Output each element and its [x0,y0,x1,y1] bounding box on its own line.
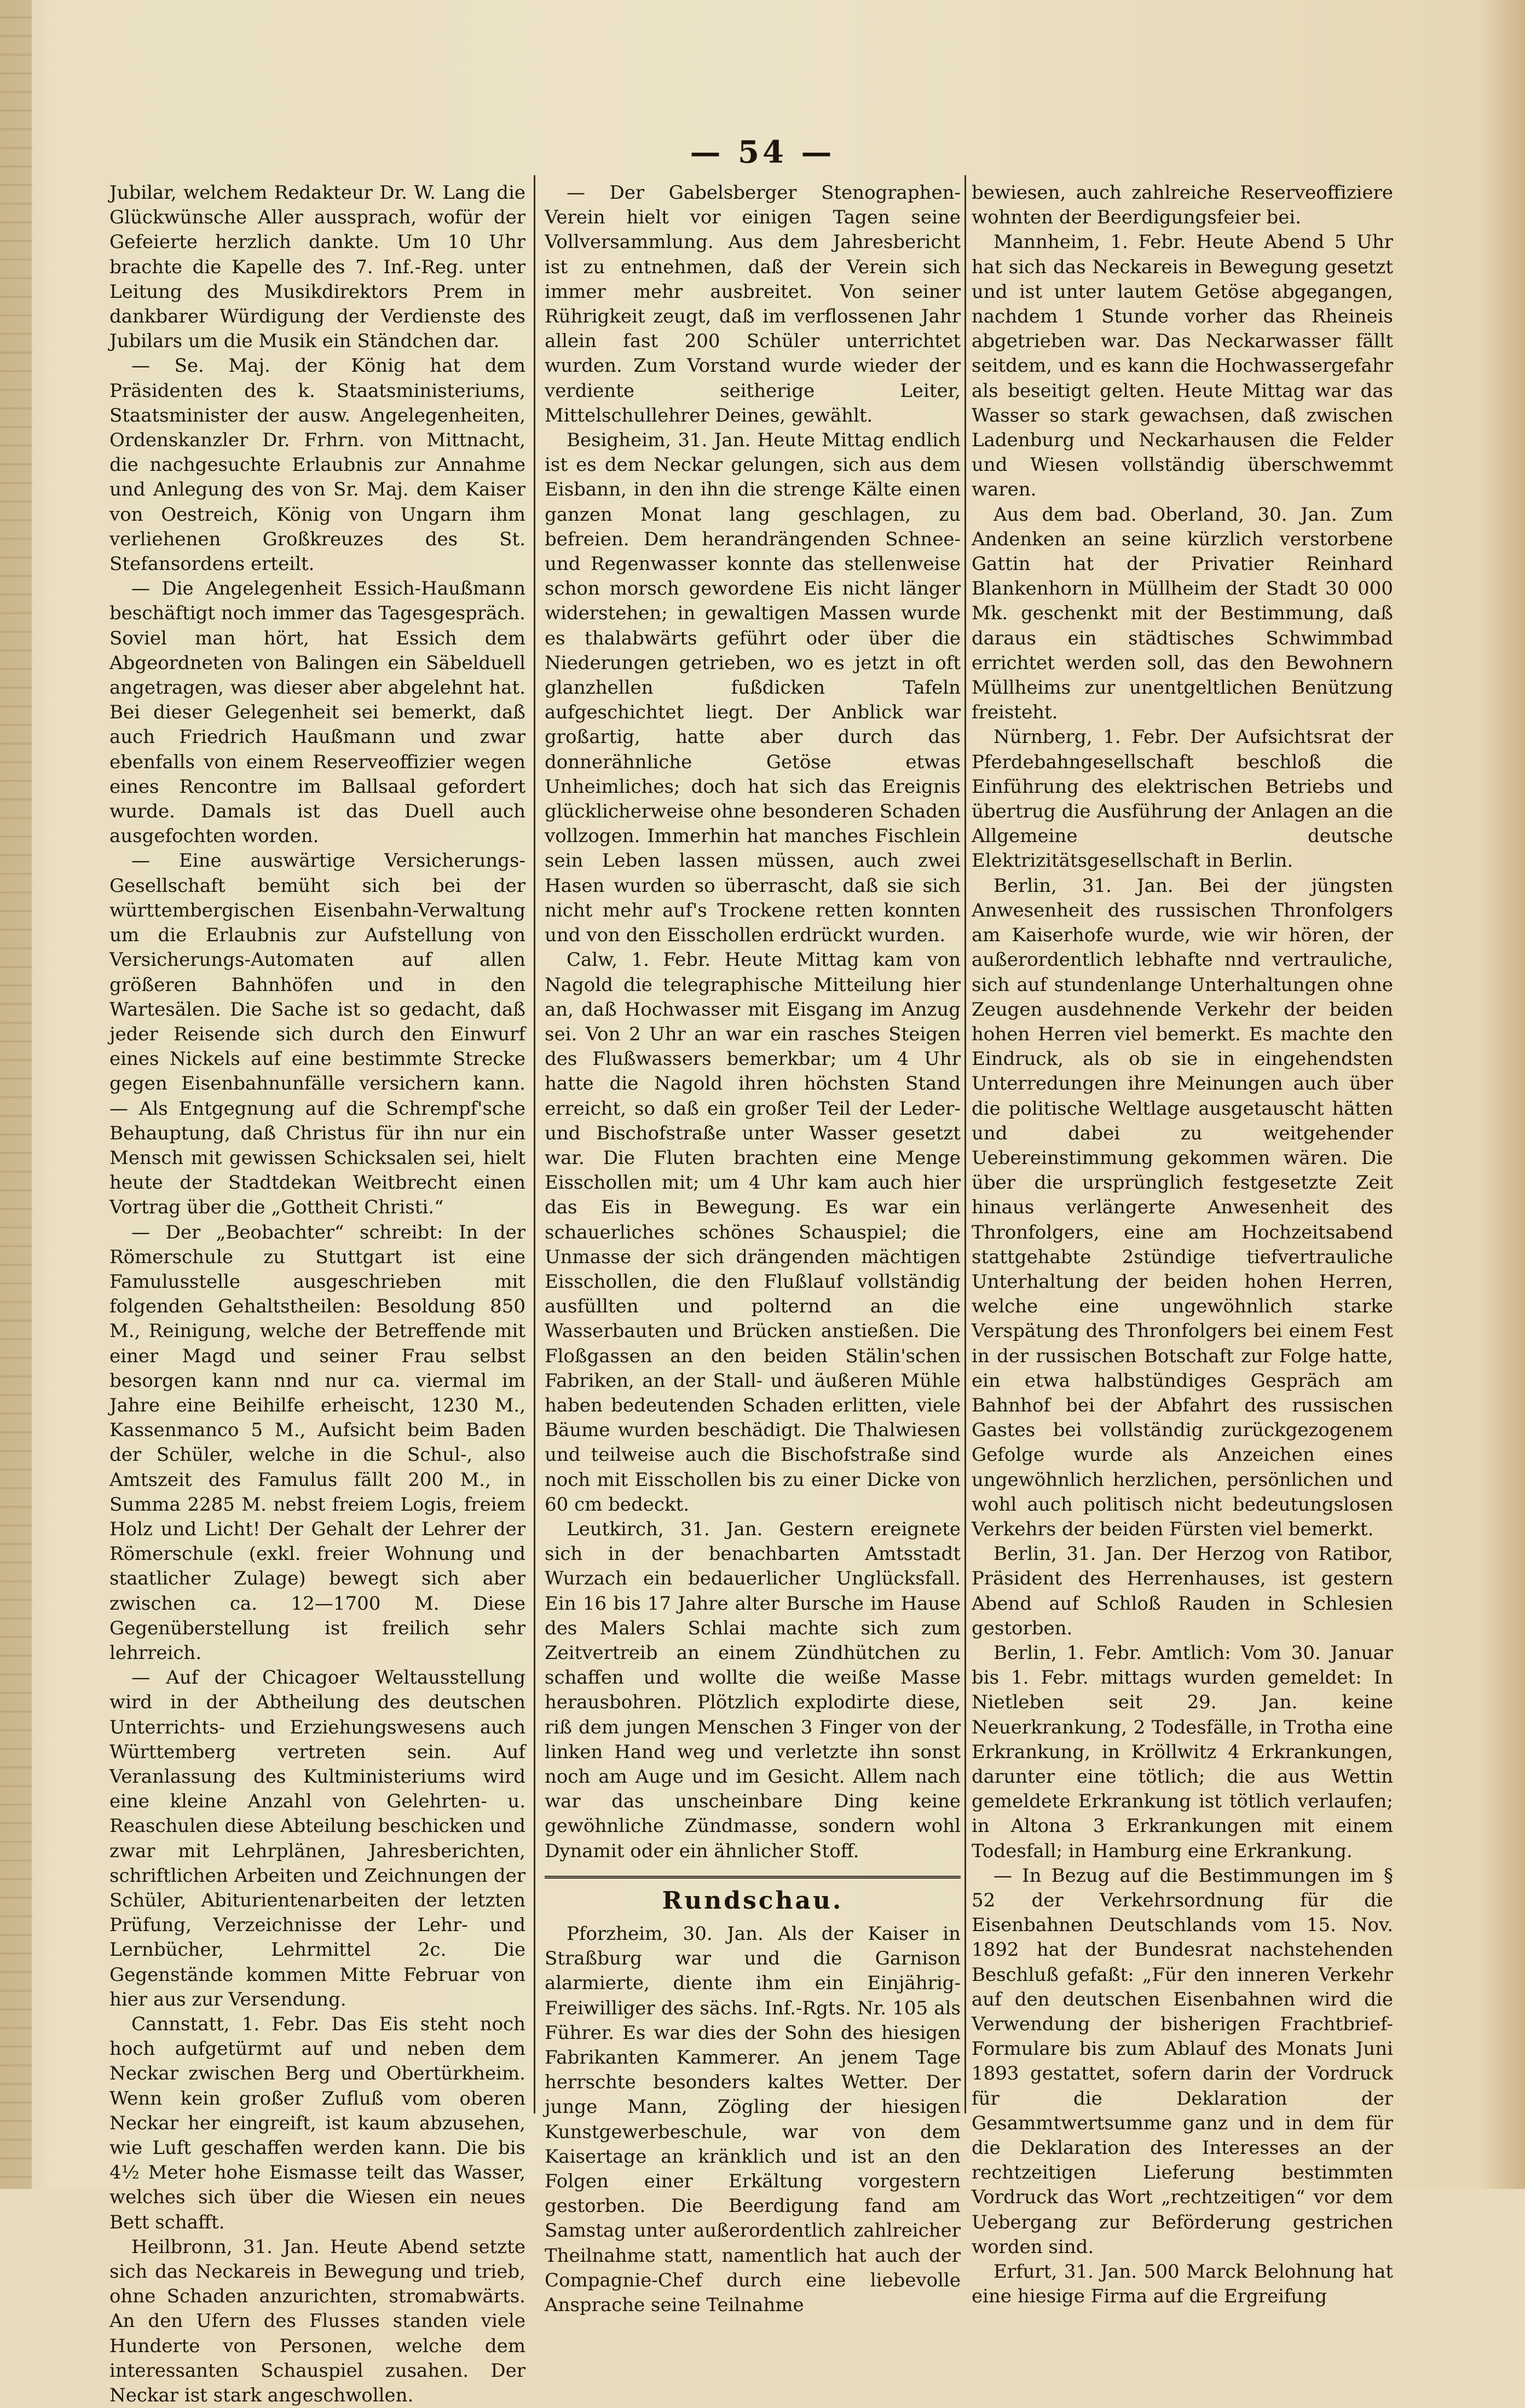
article-paragraph: — Auf der Chicagoer Weltausstellung wird in der Abtheilung des deutschen Unterrichts- und Erziehungswesens auch Württemberg vertreten sein. Auf Veranlassung des Kultministeriums wird eine kleine Anzahl von Gelehrten- u. Reaschulen diese Abteilung beschicken und zwar mit Lehrplänen, Jahresberichten, schriftlichen Arbeiten und Zeichnungen der Schüler, Abiturientenarbeiten der letzten Prüfung, Verzeichnisse der Lehr- und Lernbücher, Lehrmittel 2c. Die Gegenstände kommen Mitte Februar von hier aus zur Versendung. [109,1667,525,2010]
article-paragraph: Erfurt, 31. Jan. 500 Marck Belohnung hat eine hiesige Firma auf die Ergreifung [972,2261,1393,2308]
article-paragraph: — Der Gabelsberger Stenographen-Verein hielt vor einigen Tagen seine Vollversammlung. Aus dem Jahresbericht ist zu entnehmen, daß der Verein sich immer mehr ausbreitet. Von seiner Rührigkeit zeugt, daß im verflossenen Jahr allein fast 200 Schüler unterrichtet wurden. Zum Vorstand wurde wieder der verdiente seitherige Leiter, Mittelschullehrer Deines, gewählt. [545,182,961,427]
text-column-1 [109,181,525,2407]
article-paragraph: bewiesen, auch zahlreiche Reserveoffiziere wohnten der Beerdigungsfeier bei. [972,182,1393,229]
column-divider-1 [534,175,535,2113]
article-paragraph: Leutkirch, 31. Jan. Gestern ereignete sich in der benachbarten Amtsstadt Wurzach ein bedauerlicher Unglücksfall. Ein 16 bis 17 Jahre alter Bursche im Hause des Malers Schlai machte sich zum Zeitvertreib an einem Zündhütchen zu schaffen und wollte die weiße Masse herausbohren. Plötzlich explodirte diese, riß dem jungen Menschen 3 Finger von der linken Hand weg und verletzte ihn sonst noch am Auge und im Gesicht. Allem nach war das unscheinbare Ding keine gewöhnliche Zündmasse, sondern wohl Dynamit oder ein ähnlicher Stoff. [545,1518,961,1862]
article-paragraph: Calw, 1. Febr. Heute Mittag kam von Nagold die telegraphische Mitteilung hier an, daß Hochwasser mit Eisgang im Anzug sei. Von 2 Uhr an war ein rasches Steigen des Flußwassers bemerkbar; um 4 Uhr hatte die Nagold ihren höchsten Stand erreicht, so daß ein großer Teil der Leder- und Bischofstraße unter Wasser gesetzt war. Die Fluten brachten eine Menge Eisschollen mit; um 4 Uhr kam auch hier das Eis in Bewegung. Es war ein schauerliches schönes Schauspiel; die Unmasse der sich drängenden mächtigen Eisschollen, die den Flußlauf vollständig ausfüllten und polternd an die Wasserbauten und Brücken anstießen. Die Floßgassen an den beiden Stälin'schen Fabriken, an der Stall- und äußeren Mühle haben bedeutenden Schaden erlitten, viele Bäume wurden beschädigt. Die Thalwiesen und teilweise auch die Bischofstraße sind noch mit Eisschollen bis zu einer Dicke von 60 cm bedeckt. [545,949,961,1516]
column-divider-2 [964,175,966,2113]
page-binding-edge [0,0,32,2189]
article-paragraph: Pforzheim, 30. Jan. Als der Kaiser in Straßburg war und die Garnison alarmierte, diente ihm ein Einjährig-Freiwilliger des sächs. Inf.-Rgts. Nr. 105 als Führer. Es war dies der Sohn des hiesigen Fabrikanten Kammerer. An jenem Tage herrschte besonders kaltes Wetter. Der junge Mann, Zögling der hiesigen Kunstgewerbeschule, war von dem Kaisertage an kränklich und ist an den Folgen einer Erkältung vorgestern gestorben. Die Beerdigung fand am Samstag unter außerordentlich zahlreicher Theilnahme statt, namentlich hat auch der Compagnie-Chef durch eine liebevolle Ansprache seine Teilnahme [545,1923,961,2317]
section-divider [545,1876,961,1879]
article-paragraph: — Der „Beobachter“ schreibt: In der Römerschule zu Stuttgart ist eine Famulusstelle ausgeschrieben mit folgenden Gehaltstheilen: Besoldung 850 M., Reinigung, welche der Betreffende mit einer Magd und seiner Frau selbst besorgen kann nnd nur ca. viermal im Jahre eine Beihilfe erheischt, 1230 M., Kassenmanco 5 M., Aufsicht beim Baden der Schüler, welche in die Schul-, also Amtszeit des Famulus fällt 200 M., in Summa 2285 M. nebst freiem Logis, freiem Holz und Licht! Der Gehalt der Lehrer der Römerschule (exkl. freier Wohnung und staatlicher Zulage) bewegt sich aber zwischen ca. 12—1700 M. Diese Gegenüberstellung ist freilich sehr lehrreich. [109,1221,525,1664]
article-paragraph: — In Bezug auf die Bestimmungen im § 52 der Verkehrsordnung für die Eisenbahnen Deutschlands vom 15. Nov. 1892 hat der Bundesrat nachstehenden Beschluß gefaßt: „Für den inneren Verkehr auf den deutschen Eisenbahnen wird die Verwendung der bisherigen Frachtbrief-Formulare bis zum Ablauf des Monats Juni 1893 gestattet, sofern darin der Vordruck für die Deklaration der Gesammtwertsumme ganz und in dem für die Deklaration des Interesses an der rechtzeitigen Lieferung bestimmten Vordruck das Wort „rechtzeitigen“ vor dem Uebergang zur Beförderung gestrichen worden sind. [972,1864,1393,2258]
article-paragraph: Aus dem bad. Oberland, 30. Jan. Zum Andenken an seine kürzlich verstorbene Gattin hat der Privatier Reinhard Blankenhorn in Müllheim der Stadt 30 000 Mk. geschenkt mit der Bestimmung, daß daraus ein städtisches Schwimmbad errichtet werden soll, das den Bewohnern Müllheims zur unentgeltlichen Benützung freisteht. [972,503,1393,724]
article-paragraph: — Se. Maj. der König hat dem Präsidenten des k. Staatsministeriums, Staatsminister der ausw. Angelegenheiten, Ordenskanzler Dr. Frhrn. von Mittnacht, die nachgesuchte Erlaubnis zur Annahme und Anlegung des von Sr. Maj. dem Kaiser von Oestreich, König von Ungarn ihm verliehenen Großkreuzes des St. Stefansordens erteilt. [109,355,525,575]
article-paragraph: Berlin, 31. Jan. Der Herzog von Ratibor, Präsident des Herrenhauses, ist gestern Abend auf Schloß Rauden in Schlesien gestorben. [972,1543,1393,1639]
text-column-2 [545,181,961,2317]
article-paragraph: Nürnberg, 1. Febr. Der Aufsichtsrat der Pferdebahngesellschaft beschloß die Einführung des elektrischen Betriebs und übertrug die Ausführung der Anlagen an die Allgemeine deutsche Elektrizitätsgesellschaft in Berlin. [972,726,1393,872]
article-paragraph: Besigheim, 31. Jan. Heute Mittag endlich ist es dem Neckar gelungen, sich aus dem Eisbann, in den ihn die strenge Kälte einen ganzen Monat lang geschlagen, zu befreien. Dem herandrängenden Schnee- und Regenwasser konnte das stellenweise schon morsch gewordene Eis nicht länger widerstehen; in gewaltigen Massen wurde es thalabwärts geführt oder über die Niederungen getrieben, wo es jetzt in oft glanzhellen fußdicken Tafeln aufgeschichtet liegt. Der Anblick war großartig, hatte aber durch das donnerähnliche Getöse etwas Unheimliches; doch hat sich das Ereignis glücklicherweise ohne besonderen Schaden vollzogen. Immerhin hat manches Fischlein sein Leben lassen müssen, auch zwei Hasen wurden so überrascht, daß sie sich nicht mehr auf's Trockene retten konnten und von den Eisschollen erdrückt wurden. [545,429,961,947]
page-number: — 54 — [690,134,835,170]
article-paragraph: — Eine auswärtige Versicherungs-Gesellschaft bemüht sich bei der württembergischen Eisenbahn-Verwaltung um die Erlaubnis zur Aufstellung von Versicherungs-Automaten auf allen größeren Bahnhöfen und in den Wartesälen. Die Sache ist so gedacht, daß jeder Reisende sich durch den Einwurf eines Nickels auf eine bestimmte Strecke gegen Eisenbahnunfälle versichern kann. — Als Entgegnung auf die Schrempf'sche Behauptung, daß Christus für ihn nur ein Mensch mit gewissen Schicksalen sei, hielt heute der Stadtdekan Weitbrecht einen Vortrag über die „Gottheit Christi.“ [109,850,525,1219]
section-heading: Rundschau. [662,1886,844,1915]
text-column-3 [972,181,1393,2308]
article-paragraph: Cannstatt, 1. Febr. Das Eis steht noch hoch aufgetürmt auf und neben dem Neckar zwischen Berg und Obertürkheim. Wenn kein großer Zufluß vom oberen Neckar her eingreift, ist kaum abzusehen, wie Luft geschaffen werden kann. Die bis 4½ Meter hohe Eismasse teilt das Wasser, welches sich über die Wiesen ein neues Bett schafft. [109,2013,525,2233]
article-paragraph: Jubilar, welchem Redakteur Dr. W. Lang die Glückwünsche Aller aussprach, wofür der Gefeierte herzlich dankte. Um 10 Uhr brachte die Kapelle des 7. Inf.-Reg. unter Leitung des Musikdirektors Prem in dankbarer Würdigung der Verdienste des Jubilars um die Musik ein Ständchen dar. [109,182,525,353]
article-paragraph: — Die Angelegenheit Essich-Haußmann beschäftigt noch immer das Tagesgespräch. Soviel man hört, hat Essich dem Abgeordneten von Balingen ein Säbelduell angetragen, was dieser aber abgelehnt hat. Bei dieser Gelegenheit sei bemerkt, daß auch Friedrich Haußmann und zwar ebenfalls von einem Reserveoffizier wegen eines Rencontre im Ballsaal gefordert wurde. Damals ist das Duell auch ausgefochten worden. [109,578,525,848]
article-paragraph: Berlin, 31. Jan. Bei der jüngsten Anwesenheit des russischen Thronfolgers am Kaiserhofe wurde, wie wir hören, der außerordentlich lebhafte nnd vertrauliche, sich auf stundenlange Unterhaltungen ohne Zeugen ausdehnende Verkehr der beiden hohen Herren viel bemerkt. Es machte den Eindruck, als ob sie in eingehendsten Unterredungen ihre Meinungen auch über die politische Weltlage ausgetauscht hätten und dabei zu weitgehender Uebereinstimmung gekommen wären. Die über die ursprünglich festgesetzte Zeit hinaus verlängerte Anwesenheit des Thronfolgers, eine am Hochzeitsabend stattgehabte 2stündige tiefvertrauliche Unterhaltung der beiden hohen Herren, welche eine ungewöhnlich starke Verspätung des Thronfolgers bei einem Fest in der russischen Botschaft zur Folge hatte, ein etwa halbstündiges Gespräch am Bahnhof bei der Abfahrt des russischen Gastes bei vollständig zurückgezogenem Gefolge wurde als Anzeichen eines ungewöhnlich herzlichen, persönlichen und wohl auch politisch nicht bedeutungslosen Verkehrs der beiden Fürsten viel bemerkt. [972,874,1393,1540]
article-paragraph: Heilbronn, 31. Jan. Heute Abend setzte sich das Neckareis in Bewegung und trieb, ohne Schaden anzurichten, stromabwärts. An den Ufern des Flusses standen viele Hunderte von Personen, welche dem interessanten Schauspiel zusahen. Der Neckar ist stark angeschwollen. [109,2236,525,2407]
article-paragraph: Mannheim, 1. Febr. Heute Abend 5 Uhr hat sich das Neckareis in Bewegung gesetzt und ist unter lautem Getöse abgegangen, nachdem 1 Stunde vorher das Rheineis abgetrieben war. Das Neckarwasser fällt seitdem, und es kann die Hochwassergefahr als beseitigt gelten. Heute Mittag war das Wasser so stark gewachsen, daß zwischen Ladenburg und Neckarhausen die Felder und Wiesen vollständig überschwemmt waren. [972,231,1393,501]
article-paragraph: Berlin, 1. Febr. Amtlich: Vom 30. Januar bis 1. Febr. mittags wurden gemeldet: In Nietleben seit 29. Jan. keine Neuerkrankung, 2 Todesfälle, in Trotha eine Erkrankung, in Kröllwitz 4 Erkrankungen, darunter eine tötlich; die aus Wettin gemeldete Erkrankung ist tötlich verlaufen; in Altona 3 Erkrankungen mit einem Todesfall; in Hamburg eine Erkrankung. [972,1641,1393,1862]
